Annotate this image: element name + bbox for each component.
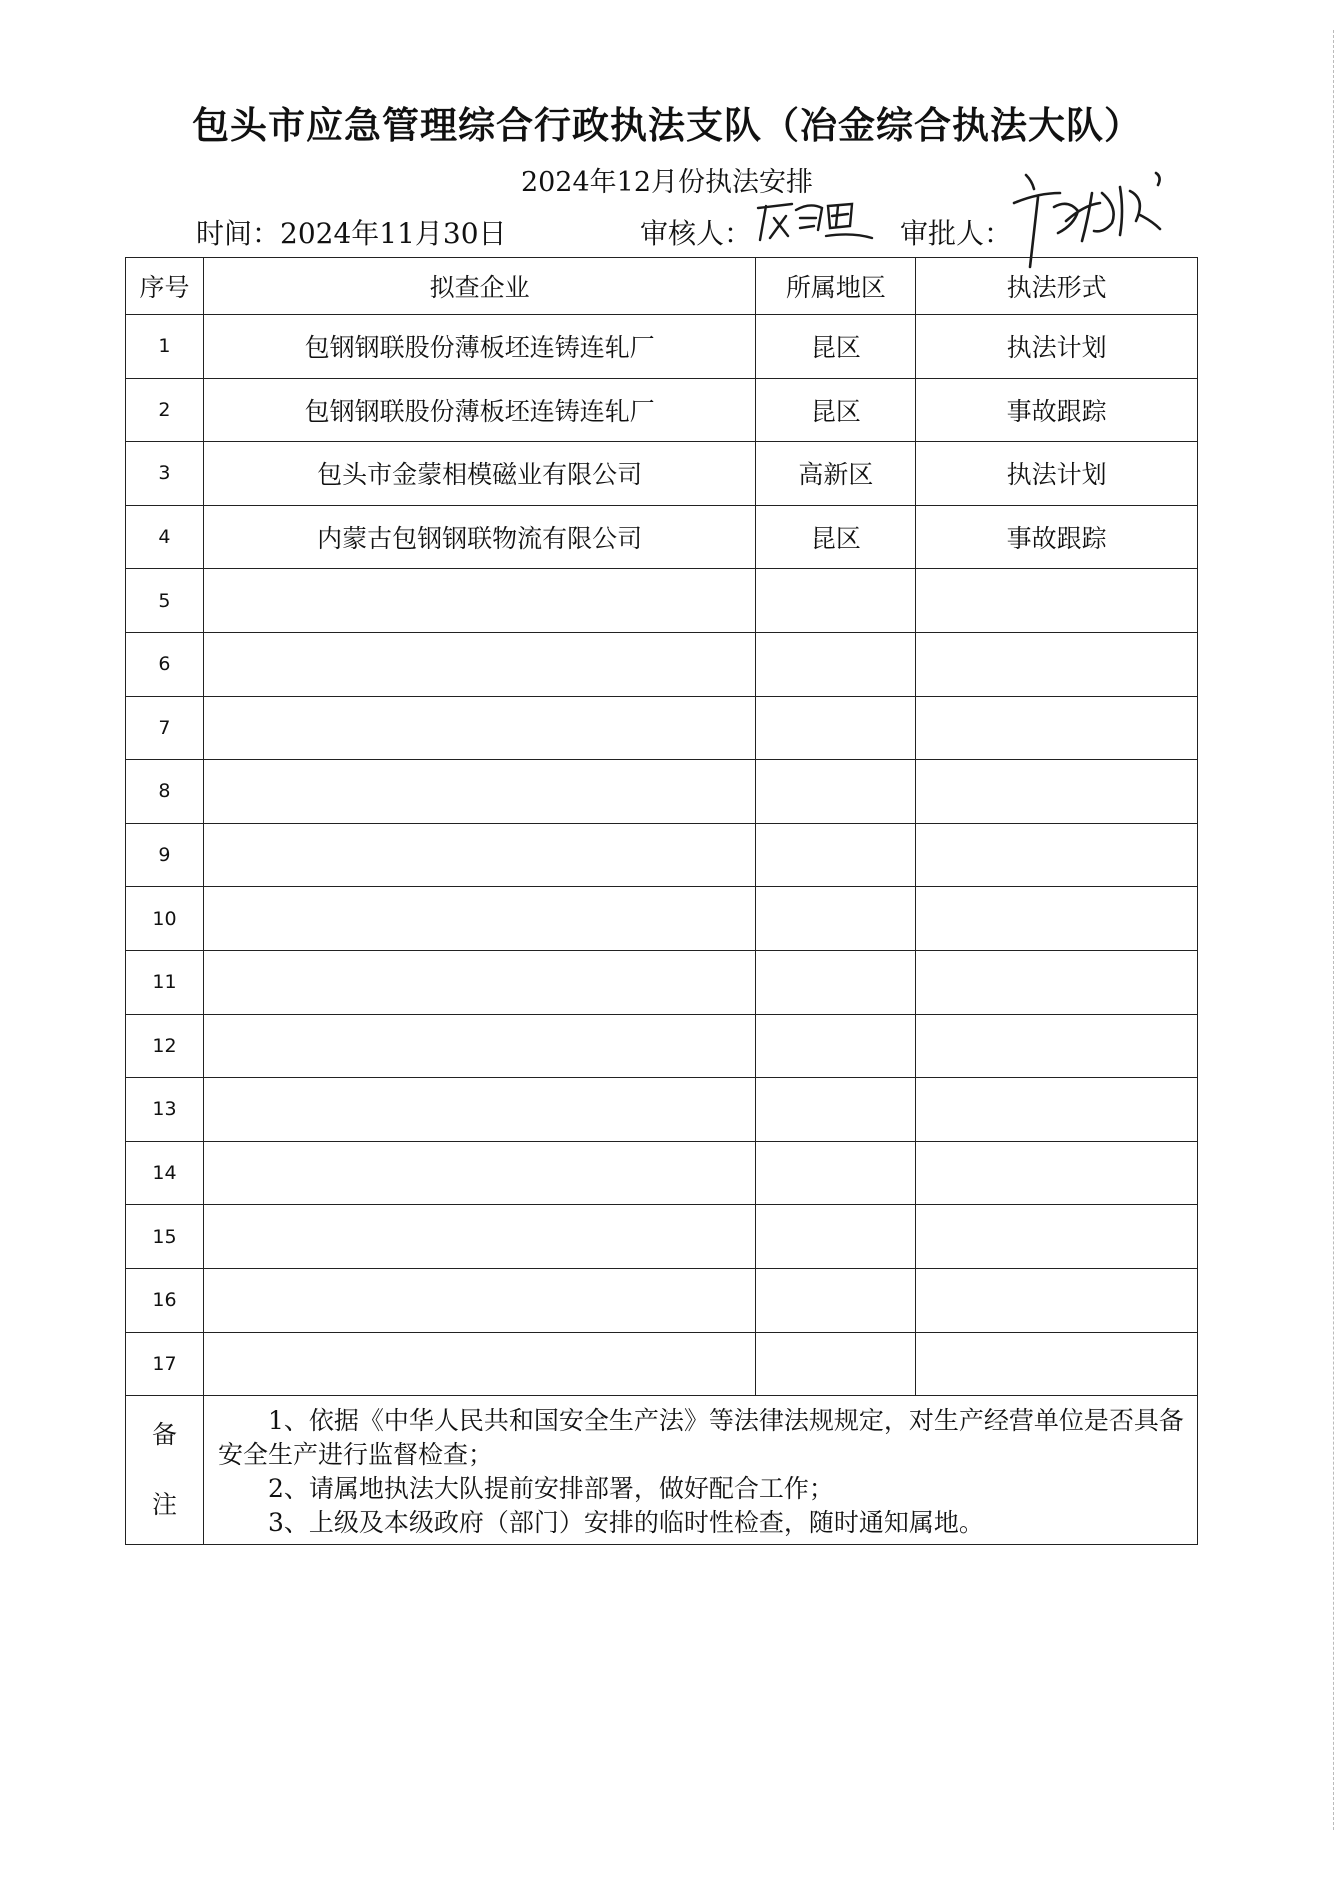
note-item: 1、依据《中华人民共和国安全生产法》等法律法规规定，对生产经营单位是否具备安全生产进行监督检查；	[217, 1406, 1184, 1470]
time-label: 时间：	[196, 217, 281, 250]
row-form	[916, 1078, 1198, 1142]
time-value: 2024年11月30日	[280, 217, 507, 250]
row-region	[756, 1205, 916, 1269]
reviewer-line	[640, 212, 752, 252]
table-row	[126, 632, 1198, 696]
row-company	[203, 950, 755, 1014]
row-no: 11	[126, 950, 204, 1014]
row-company	[203, 1014, 755, 1078]
row-no: 2	[126, 378, 204, 442]
table-header-row	[126, 258, 1198, 315]
row-no: 14	[126, 1141, 204, 1205]
row-region	[756, 569, 916, 633]
row-company: 包头市金蒙相模磁业有限公司	[203, 442, 755, 506]
table-row	[126, 1205, 1198, 1269]
document-title: 包头市应急管理综合行政执法支队（冶金综合执法大队）	[192, 104, 1142, 147]
header-region: 所属地区	[756, 258, 916, 315]
row-no: 9	[126, 823, 204, 887]
note-item: 3、上级及本级政府（部门）安排的临时性检查，随时通知属地。	[267, 1508, 984, 1538]
row-no: 10	[126, 887, 204, 951]
row-company: 包钢钢联股份薄板坯连铸连轧厂	[203, 378, 755, 442]
row-form	[916, 760, 1198, 824]
row-form	[916, 1332, 1198, 1396]
reviewer-label: 审核人：	[640, 217, 753, 250]
row-company	[203, 1078, 755, 1142]
row-no: 1	[126, 315, 204, 379]
enforcement-table	[125, 257, 1198, 1545]
row-region	[756, 887, 916, 951]
row-company	[203, 569, 755, 633]
table-row	[126, 760, 1198, 824]
row-no: 4	[126, 505, 204, 569]
row-company: 内蒙古包钢钢联物流有限公司	[203, 505, 755, 569]
table-row	[126, 442, 1198, 506]
row-no: 13	[126, 1078, 204, 1142]
row-no: 16	[126, 1268, 204, 1332]
scan-edge-marks	[1327, 30, 1334, 1830]
row-no: 12	[126, 1014, 204, 1078]
row-region	[756, 760, 916, 824]
notes-label-2: 注	[151, 1490, 177, 1520]
row-no: 15	[126, 1205, 204, 1269]
date-line	[196, 212, 507, 252]
table-row	[126, 696, 1198, 760]
notes-row	[126, 1396, 1198, 1545]
row-company: 包钢钢联股份薄板坯连铸连轧厂	[203, 315, 755, 379]
row-no: 7	[126, 696, 204, 760]
row-form: 事故跟踪	[916, 505, 1198, 569]
row-form	[916, 632, 1198, 696]
notes-body	[203, 1396, 1197, 1545]
row-company	[203, 696, 755, 760]
reviewer-signature	[752, 196, 877, 246]
row-form: 事故跟踪	[916, 378, 1198, 442]
document-subtitle: 2024年12月份执法安排	[520, 167, 814, 198]
header-no: 序号	[126, 258, 204, 315]
table-row	[126, 823, 1198, 887]
approver-label: 审批人：	[900, 217, 1013, 250]
note-item: 2、请属地执法大队提前安排部署，做好配合工作；	[267, 1474, 834, 1504]
row-region	[756, 950, 916, 1014]
header-form: 执法形式	[916, 258, 1198, 315]
table-row	[126, 1078, 1198, 1142]
table-row	[126, 1268, 1198, 1332]
row-form	[916, 569, 1198, 633]
row-region	[756, 1141, 916, 1205]
row-company	[203, 887, 755, 951]
table-row	[126, 1014, 1198, 1078]
table-row	[126, 950, 1198, 1014]
row-company	[203, 760, 755, 824]
row-no: 8	[126, 760, 204, 824]
row-region	[756, 632, 916, 696]
row-form	[916, 887, 1198, 951]
table-row	[126, 1332, 1198, 1396]
row-form	[916, 1268, 1198, 1332]
table-row	[126, 569, 1198, 633]
row-form: 执法计划	[916, 442, 1198, 506]
table-row	[126, 315, 1198, 379]
row-no: 5	[126, 569, 204, 633]
table-row	[126, 505, 1198, 569]
row-no: 6	[126, 632, 204, 696]
row-company	[203, 823, 755, 887]
row-form	[916, 1205, 1198, 1269]
row-region: 昆区	[756, 315, 916, 379]
row-form: 执法计划	[916, 315, 1198, 379]
row-region	[756, 1014, 916, 1078]
approver-line	[900, 212, 1012, 252]
row-no: 17	[126, 1332, 204, 1396]
notes-label-1: 备	[151, 1420, 177, 1450]
row-company	[203, 1268, 755, 1332]
row-region: 昆区	[756, 378, 916, 442]
row-company	[203, 1205, 755, 1269]
table-row	[126, 887, 1198, 951]
row-form	[916, 1141, 1198, 1205]
table-row	[126, 378, 1198, 442]
row-region	[756, 1332, 916, 1396]
row-region: 昆区	[756, 505, 916, 569]
row-company	[203, 1332, 755, 1396]
row-form	[916, 1014, 1198, 1078]
row-company	[203, 1141, 755, 1205]
row-form	[916, 823, 1198, 887]
row-region	[756, 1268, 916, 1332]
row-form	[916, 950, 1198, 1014]
row-region	[756, 823, 916, 887]
row-form	[916, 696, 1198, 760]
notes-label	[126, 1396, 204, 1545]
row-company	[203, 632, 755, 696]
table-row	[126, 1141, 1198, 1205]
header-company: 拟查企业	[203, 258, 755, 315]
row-no: 3	[126, 442, 204, 506]
row-region	[756, 1078, 916, 1142]
row-region	[756, 696, 916, 760]
row-region: 高新区	[756, 442, 916, 506]
